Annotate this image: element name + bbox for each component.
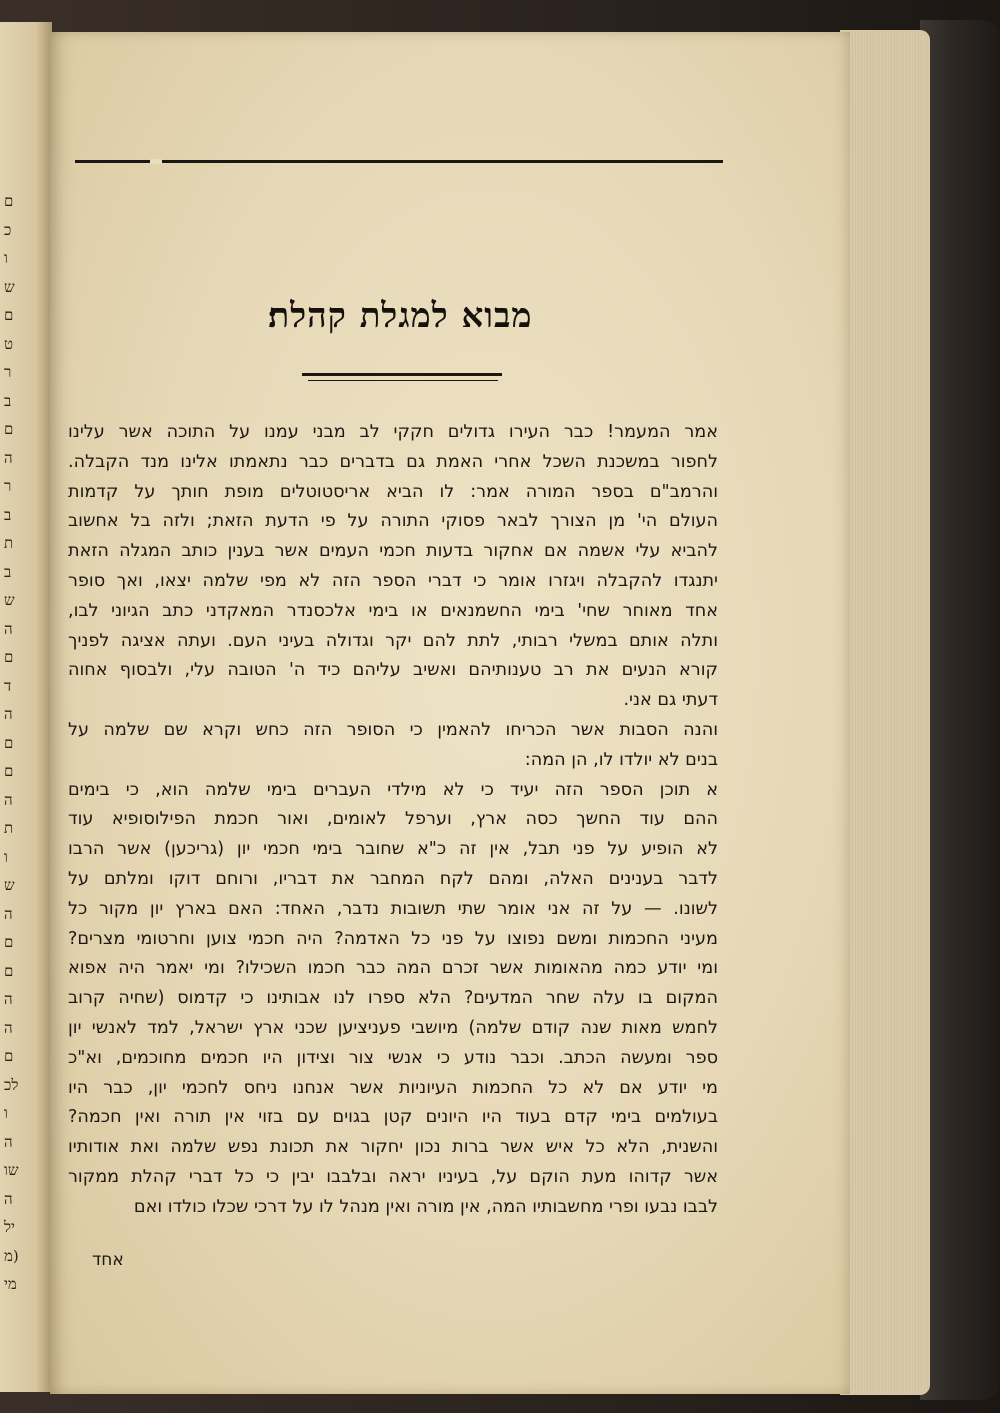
bleed-through-text [130,132,810,422]
text-line: ותלה אותם במשלי רבותי, לתת להם יקר וגדולה בעיני העם. ועתה אציגה לפניך [68,630,718,651]
text-line: אמר המעמר! כבר העירו גדולים חקקי לב מבני עמנו על התוכה אשר עלינו [68,422,718,442]
header-rule [75,160,723,163]
text-line: בעולמים בימי קדם בעוד היו היונים קטן בגוים עם בזוי אין תורה ואין חכמה? [68,1107,718,1128]
text-line: העולם הי' מן הצורך לבאר פסוקי התורה על פי הדעת הזאת; ולזה בל אחשוב [68,511,718,532]
paragraph [68,776,718,1223]
left-page-glyph: ו [4,847,8,866]
text-line: לשונו. — על זה אני אומר שתי תשובות נדבר, האחד: האם בארץ יון מקור כל [68,898,718,919]
paragraph [68,418,718,716]
text-line: לדבר בענינים האלה, ומהם לקח המחבר את דבריו, ורוחם דוקו ומלתם על [68,868,718,889]
left-page-glyph: ם [4,1047,14,1065]
left-page-glyph: ש [4,876,15,894]
text-line: יתנגדו להקבלה ויגזרו אומר כי דברי הספר הזה לא מפי שלמה יצאו, ואך סופר [68,570,718,591]
left-page-fragment [0,22,52,1392]
left-page-glyph: ם [4,961,14,980]
left-page-glyph: ה [4,1189,13,1208]
left-page-glyph: ט [4,334,14,353]
left-page-glyph: ה [4,904,13,923]
text-line: ההם עוד החשך כסה ארץ, וערפל לאומים, ואור חכמת הפילוסופיא עוד [68,809,718,830]
left-page-glyph: ם [4,933,14,951]
text-line: לבבו נבעו ופרי מחשבותיו המה, אין מורה ואין מנהל לו על דרכי שכלו כולדו ואם [133,1196,718,1217]
left-page-glyph: ם [4,733,14,752]
left-page-glyph: לכ [4,1075,19,1094]
left-page-glyph: ה [4,705,13,723]
left-page-glyph: ב [4,391,12,410]
left-page-glyph: ב [4,562,12,581]
text-line: אשר קדוהו מעת הוקם על, בעיניו יראה ובלבבו יבין כי כל דברי קהלת ממקור [68,1166,718,1187]
text-line: המקום בו עלה שחר המדעים? הלא ספרו לנו אבותינו כי קדמוס (שחיה קרוב [68,988,718,1009]
title-underline-thin [308,380,498,381]
left-page-glyph: ה [4,1018,13,1037]
left-page-glyph: ר [4,477,12,495]
left-page-glyph: ד [4,676,12,695]
text-line: ספר ומעשה הכתב. וכבר נודע כי אנשי צור וצידון היו חכמים מחוכמים, וא"כ [68,1047,718,1068]
header-rule-gap [150,159,162,164]
left-page-glyph: (מ [4,1246,19,1265]
left-page-glyph: ו [4,249,8,267]
text-line: מי יודע אם לא כל החכמות העיוניות אשר אנחנו ניחס לחכמי יון, כבר היו [68,1077,718,1098]
text-line: והרמב"ם בספר המורה אמר: לו הביא אריסטוטלים מופת חותך על קדמות [68,481,718,502]
left-page-glyph: שו [4,1161,19,1179]
left-page-glyph: ם [4,192,14,210]
text-line: מעיני החכמות ומשם נפוצו על פני כל האדמה? היה חכמי צוען וחרטומי מצרים? [68,928,718,949]
text-line: לא הופיע על פני תבל, אין זה כ"א שחובר בימי חכמי יון (גריכען) אשר הרבו [68,839,718,860]
left-page-glyph: מי [4,1275,17,1293]
left-page-glyph: ב [4,505,12,524]
text-line: ומי יודע כמה מהאומות אשר זכרם המה כבר חכמו השכילו? ומי יאמר היה אפוא [68,958,718,979]
text-line: קורא הנעים את רב טענותיהם ואשיב עליהם כיד ה' הטובה עלי, ולבסוף אחוה [68,660,718,681]
left-page-glyph: ת [4,819,14,837]
text-line: אחד מאוחר שחי' בימי החשמנאים או בימי אלכסנדר המאקדני כתב הגיוני לבו, [68,600,718,621]
body-text [68,418,718,1223]
text-line: והשנית, הלא כל איש אשר ברות נכון יחקור את תכונת נפש שלמה ואת אודותיו [68,1137,718,1158]
left-page-glyph: ם [4,648,14,666]
text-line: והנה הסבות אשר הכריחו להאמין כי הסופר הזה כחש וקרא שם שלמה על [68,719,718,740]
left-page-glyph: יל [4,1218,15,1236]
page-edges [840,30,930,1395]
left-page-glyph: ה [4,619,13,638]
page-title: מבוא למגלת קהלת׃ [267,296,533,336]
left-page-glyph: ת [4,534,14,552]
text-line: לחמש מאות שנה קודם שלמה) מיושבי פעניציען שכני ארץ ישראל, למד לאנשי יון [68,1017,718,1038]
left-page-glyph: ה [4,448,13,467]
catchword: אחד [92,1250,124,1270]
left-page-glyph: ה [4,1132,13,1151]
text-line: בנים לא יולדו לו, הן המה: [524,749,718,770]
text-line: להביא עלי אשמה אם אחקור בדעות חכמי העמים אשר בענין כותב המגלה הזאת [68,541,718,562]
left-page-glyph: ש [4,277,15,296]
paragraph [68,716,718,776]
left-page-glyph: ם [4,762,14,780]
left-page-glyph: ש [4,591,15,609]
left-page-glyph: ם [4,420,14,438]
text-line: דעתי גם אני. [623,690,718,711]
left-page-glyph: כ [4,220,12,239]
left-page-glyph: ר [4,363,12,381]
left-page-glyph: ה [4,790,13,809]
text-line: לחפור במשכנת השכל אחרי האמת גם בדברים כבר נתאמתו אלינו מנד הקבלה. [68,451,718,472]
title-underline [302,373,502,376]
left-page-glyph: ם [4,306,14,324]
left-page-glyph: ו [4,1104,8,1122]
text-line: א תוכן הספר הזה יעיד כי לא מילדי העברים בימי שלמה הוא, כי בימים [68,779,718,800]
book-binding-right [920,20,1000,1400]
left-page-glyph: ה [4,990,13,1008]
